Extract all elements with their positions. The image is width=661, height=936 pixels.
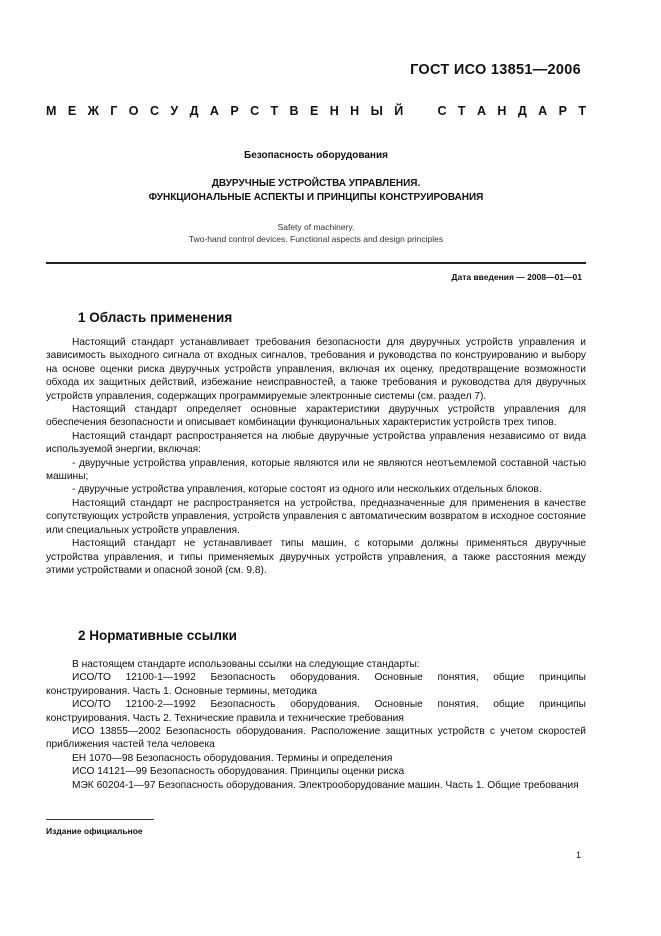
- section-1-body: [46, 336, 586, 577]
- banner-letter: М: [46, 104, 57, 118]
- reference-item: ИСО 13855—2002 Безопасность оборудования. Расположение защитных устройств с учетом скоростей приближения частей тела человека: [46, 726, 586, 751]
- document-title-line2: ФУНКЦИОНАЛЬНЫЕ АСПЕКТЫ И ПРИНЦИПЫ КОНСТРУИРОВАНИЯ: [148, 192, 484, 203]
- banner-letter: Ы: [370, 104, 383, 118]
- paragraph: Настоящий стандарт не устанавливает типы машин, с которыми должны применяться двуручные устройства управления, и типы применяемых двуручных устройств управления, а также расстояния между этими устройствами и опасной зоной (см. 9.8).: [46, 538, 586, 576]
- paragraph: Настоящий стандарт не распространяется на устройства, предназначенные для применения в качестве сопутствующих устройств управления, устройств управления с автоматическим возвратом в исходное состояние или специальных устройств управления.: [46, 497, 586, 536]
- banner-letter: Д: [189, 104, 199, 118]
- standard-id: ГОСТ ИСО 13851—2006: [410, 62, 581, 78]
- banner-letter: Т: [270, 104, 279, 118]
- banner-letter: Д: [517, 104, 527, 118]
- banner-letter: Й: [394, 104, 404, 118]
- banner-letter: Т: [457, 104, 466, 118]
- reference-item: ИСО/ТО 12100-2—1992 Безопасность оборудования. Основные понятия, общие принципы конструирования. Часть 2. Технические правила и технические требования: [46, 699, 586, 724]
- paragraph: В настоящем стандарте использованы ссылки на следующие стандарты:: [72, 659, 420, 670]
- banner-letter: А: [538, 104, 548, 118]
- banner-letter: Н: [329, 104, 339, 118]
- paragraph: Настоящий стандарт распространяется на любые двуручные устройства управления независимо от вида используемой энергии, включая:: [46, 430, 586, 456]
- banner-letter: Ж: [87, 104, 99, 118]
- banner-letter: Н: [350, 104, 360, 118]
- title-divider: [46, 262, 586, 264]
- banner-letter: Е: [67, 104, 77, 118]
- paragraph: Настоящий стандарт определяет основные характеристики двуручных устройств управления для обеспечения безопасности и описывает комбинации функциональных характеристик устройств трех типов.: [46, 404, 586, 429]
- bullet-item: - двуручные устройства управления, которые являются или не являются неотъемлемой составной частью машины;: [46, 457, 586, 483]
- banner-letter: С: [437, 104, 447, 118]
- banner-letter: Т: [578, 104, 586, 118]
- bullet-item: - двуручные устройства управления, которые состоят из одного или нескольких отдельных блоков.: [72, 484, 542, 496]
- banner-letter: Р: [558, 104, 567, 118]
- banner-letter: Н: [497, 104, 507, 118]
- banner-letter: В: [289, 104, 299, 118]
- edition-label: Издание официальное: [46, 826, 143, 836]
- reference-item: ИСО/ТО 12100-1—1992 Безопасность оборудования. Основные понятия, общие принципы конструирования. Часть 1. Основные термины, методика: [46, 672, 586, 697]
- subject-heading: Безопасность оборудования: [244, 150, 388, 161]
- banner-letter: А: [476, 104, 486, 118]
- banner-letter: У: [170, 104, 179, 118]
- english-title-line2: Two-hand control devices. Functional aspects and design principles: [188, 234, 444, 244]
- interstate-standard-banner: [46, 104, 586, 118]
- reference-item: МЭК 60204-1—97 Безопасность оборудования. Электрооборудование машин. Часть 1. Общие требования: [72, 779, 579, 791]
- reference-item: ЕН 1070—98 Безопасность оборудования. Термины и определения: [72, 752, 393, 764]
- introduction-date: Дата введения — 2008—01—01: [451, 272, 582, 282]
- section-1-heading: 1 Область применения: [78, 310, 233, 325]
- banner-letter: С: [250, 104, 260, 118]
- banner-letter: О: [128, 104, 139, 118]
- page-number: 1: [575, 850, 581, 860]
- english-title-line1: Safety of machinery.: [277, 222, 355, 232]
- banner-letter: Г: [110, 104, 118, 118]
- paragraph: Настоящий стандарт устанавливает требования безопасности для двуручных устройств управления и зависимость выходного сигнала от входных сигналов, требования и руководства по конструированию и выбору на основе оценки риска двуручных устройств управления, включая их оценку, предотвращение возможности обхода их защитных действий, избежание неисправностей, а также требования и руководства для двуручных устройств управления, содержащих программируемые электронные системы (см. раздел 7).: [46, 337, 586, 402]
- footer-divider: [46, 819, 154, 820]
- section-2-body: [46, 658, 586, 792]
- section-2-heading: 2 Нормативные ссылки: [78, 628, 237, 643]
- banner-letter: А: [209, 104, 219, 118]
- reference-item: ИСО 14121—99 Безопасность оборудования. Принципы оценки риска: [72, 766, 405, 778]
- banner-letter: Е: [309, 104, 319, 118]
- banner-letter: Р: [230, 104, 239, 118]
- banner-letter: С: [149, 104, 159, 118]
- document-title-line1: ДВУРУЧНЫЕ УСТРОЙСТВА УПРАВЛЕНИЯ.: [211, 178, 421, 189]
